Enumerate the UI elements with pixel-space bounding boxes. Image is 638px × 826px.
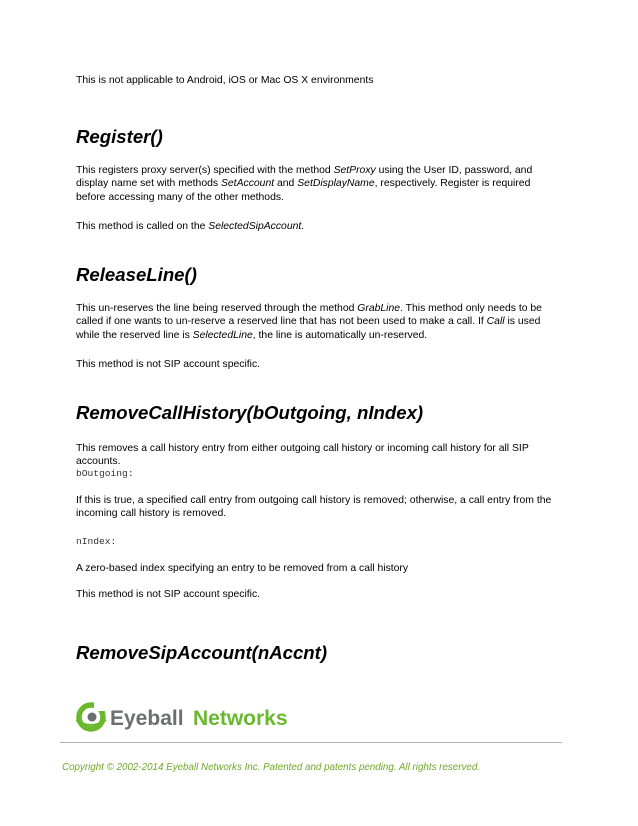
register-called-on: This method is called on the SelectedSipAccount. (76, 221, 305, 232)
param-name-nindex: nIndex: (76, 536, 117, 547)
releaseline-scope-note: This method is not SIP account specific. (76, 359, 261, 370)
section-heading-register: Register() (76, 126, 163, 147)
footer-divider (60, 742, 562, 743)
section-heading-removesipaccount: RemoveSipAccount(nAccnt) (76, 642, 328, 663)
property-ref-selectedline: SelectedLine (192, 329, 253, 341)
section-heading-removecallhistory: RemoveCallHistory(bOutgoing, nIndex) (76, 402, 424, 423)
copyright-notice: Copyright © 2002-2014 Eyeball Networks Inc. Patented and patents pending. All rights reserved. (62, 762, 481, 773)
method-ref-setproxy: SetProxy (333, 165, 376, 176)
logo-word-eyeball: Eyeball (110, 707, 184, 730)
environment-note: This is not applicable to Android, iOS or Mac OS X environments (76, 75, 374, 86)
method-ref-grabline: GrabLine (357, 303, 401, 314)
param-desc-boutgoing: If this is true, a specified call entry from outgoing call history is removed; otherwise, a call entry from the incoming call history is removed. (76, 495, 552, 520)
eyeball-networks-logo (76, 700, 296, 734)
param-desc-nindex: A zero-based index specifying an entry to be removed from a call history (76, 563, 409, 574)
param-name-boutgoing: bOutgoing: (76, 468, 134, 479)
removecallhistory-scope-note: This method is not SIP account specific. (76, 589, 261, 600)
section-heading-releaseline: ReleaseLine() (76, 264, 197, 285)
register-description: This registers proxy server(s) specified with the method SetProxy using the User ID, password, and display name set with methods SetAccount and SetDisplayName, respectively. Register is required before accessing many of the other methods. (76, 165, 533, 203)
method-ref-setdisplayname: SetDisplayName (297, 178, 375, 190)
releaseline-description: This un-reserves the line being reserved through the method GrabLine. This method only needs to be called if one wants to un-reserve a reserved line that has not been used to make a call. If Call is used while the reserved line is SelectedLine, the line is automatically un-reserved. (76, 303, 542, 341)
method-ref-call: Call (486, 316, 505, 328)
eyeball-mark-icon (76, 702, 106, 729)
logo-word-networks: Networks (193, 707, 288, 730)
method-ref-setaccount: SetAccount (220, 178, 275, 190)
removecallhistory-description: This removes a call history entry from either outgoing call history or incoming call history for all SIP accounts. (76, 443, 529, 468)
property-ref-selectedsipaccount: SelectedSipAccount (208, 221, 302, 232)
